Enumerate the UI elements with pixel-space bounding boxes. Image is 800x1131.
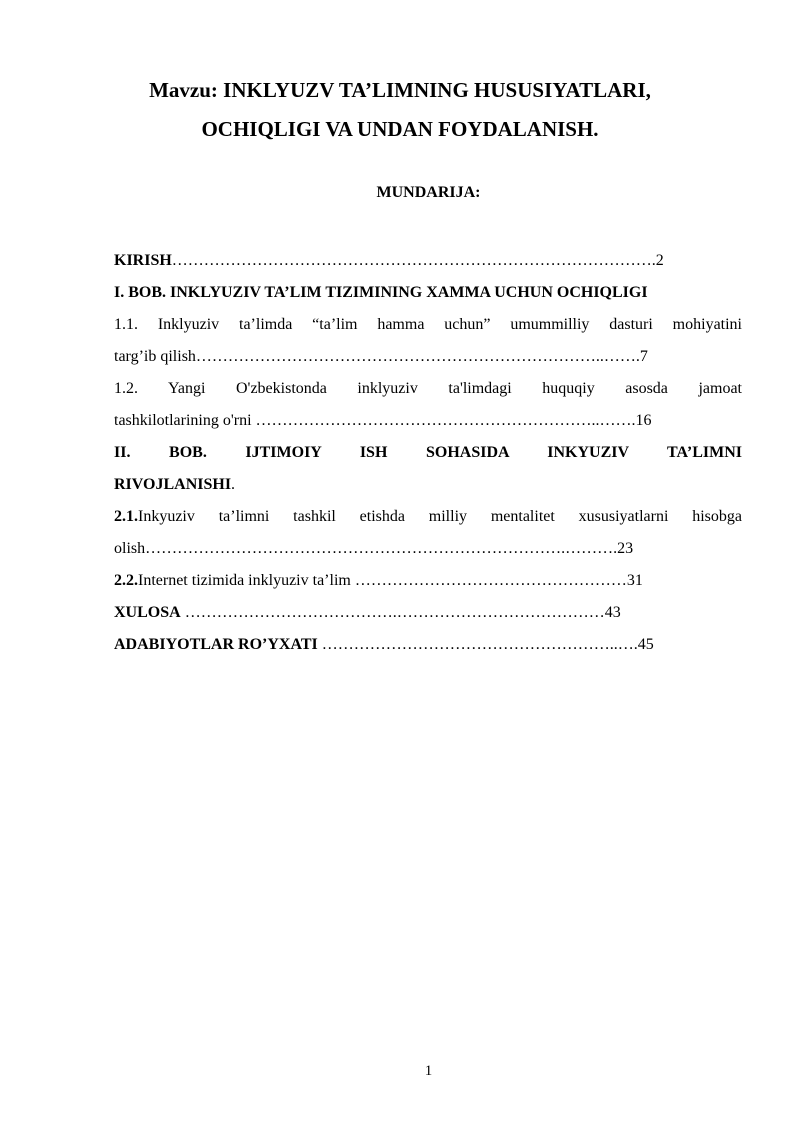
toc-entry-kirish[interactable]: [114, 245, 742, 277]
document-title-line-2: OCHIQLIGI VA UNDAN FOYDALANISH.: [201, 117, 599, 141]
document-title-line-1: Mavzu: INKLYUZV TA’LIMNING HUSUSIYATLARI,: [149, 78, 651, 102]
toc-chapter-2-line-2[interactable]: [114, 469, 742, 501]
toc-entry-1-2-line-1[interactable]: 1.2. Yangi O'zbekistonda inklyuziv ta'limdagi huquqiy asosda jamoat: [114, 380, 742, 397]
toc-entry-2-2[interactable]: [114, 565, 742, 597]
toc-entry-2-1-line-2[interactable]: olish…………………………………………………………………….……….23: [114, 540, 634, 557]
toc-entry-2-1-line-1[interactable]: [114, 501, 742, 533]
toc-entry-1-1-line-2[interactable]: targ’ib qilish…………………………………………………………………..…….7: [114, 348, 648, 365]
toc-entry-xulosa[interactable]: [114, 597, 742, 629]
toc-entry-text: Inkyuziv ta’limni tashkil etishda milliy mentalitet xususiyatlarni hisobga: [138, 508, 742, 525]
contents-heading: MUNDARIJA:: [376, 184, 481, 201]
toc-entry-adabiyotlar[interactable]: [114, 629, 742, 661]
toc-chapter-2-suffix: .: [231, 476, 236, 493]
toc-entry-label: XULOSA: [114, 604, 181, 621]
toc-chapter-2-label: RIVOJLANISHI: [114, 476, 232, 493]
toc-entry-label: KIRISH: [114, 252, 172, 269]
toc-entry-text: Internet tizimida inklyuziv ta’lim ……………………………………………31: [138, 572, 643, 589]
toc-entry-leader: ………………………………….…………………………………43: [180, 604, 621, 621]
toc-entry-1-2-line-2[interactable]: tashkilotlarining o'rni ………………………………………………………..…….16: [114, 412, 652, 429]
toc-entry-number: 2.2.: [114, 572, 138, 589]
table-of-contents: [114, 245, 742, 661]
toc-entry-number: 2.1.: [114, 508, 138, 525]
page-number: 1: [424, 1063, 433, 1079]
toc-entry-leader: ………………………………………………..….45: [317, 636, 654, 653]
toc-entry-1-1-line-1[interactable]: 1.1. Inklyuziv ta’limda “ta’lim hamma uchun” umummilliy dasturi mohiyatini: [114, 316, 742, 333]
toc-entry-leader: ……………………………………………………………………………….2: [171, 252, 664, 269]
toc-chapter-1[interactable]: I. BOB. INKLYUZIV TA’LIM TIZIMINING XAMMA UCHUN OCHIQLIGI: [114, 284, 648, 301]
toc-entry-label: ADABIYOTLAR RO’YXATI: [114, 636, 318, 653]
toc-chapter-2-line-1[interactable]: II. BOB. IJTIMOIY ISH SOHASIDA INKYUZIV TA’LIMNI: [114, 444, 742, 461]
